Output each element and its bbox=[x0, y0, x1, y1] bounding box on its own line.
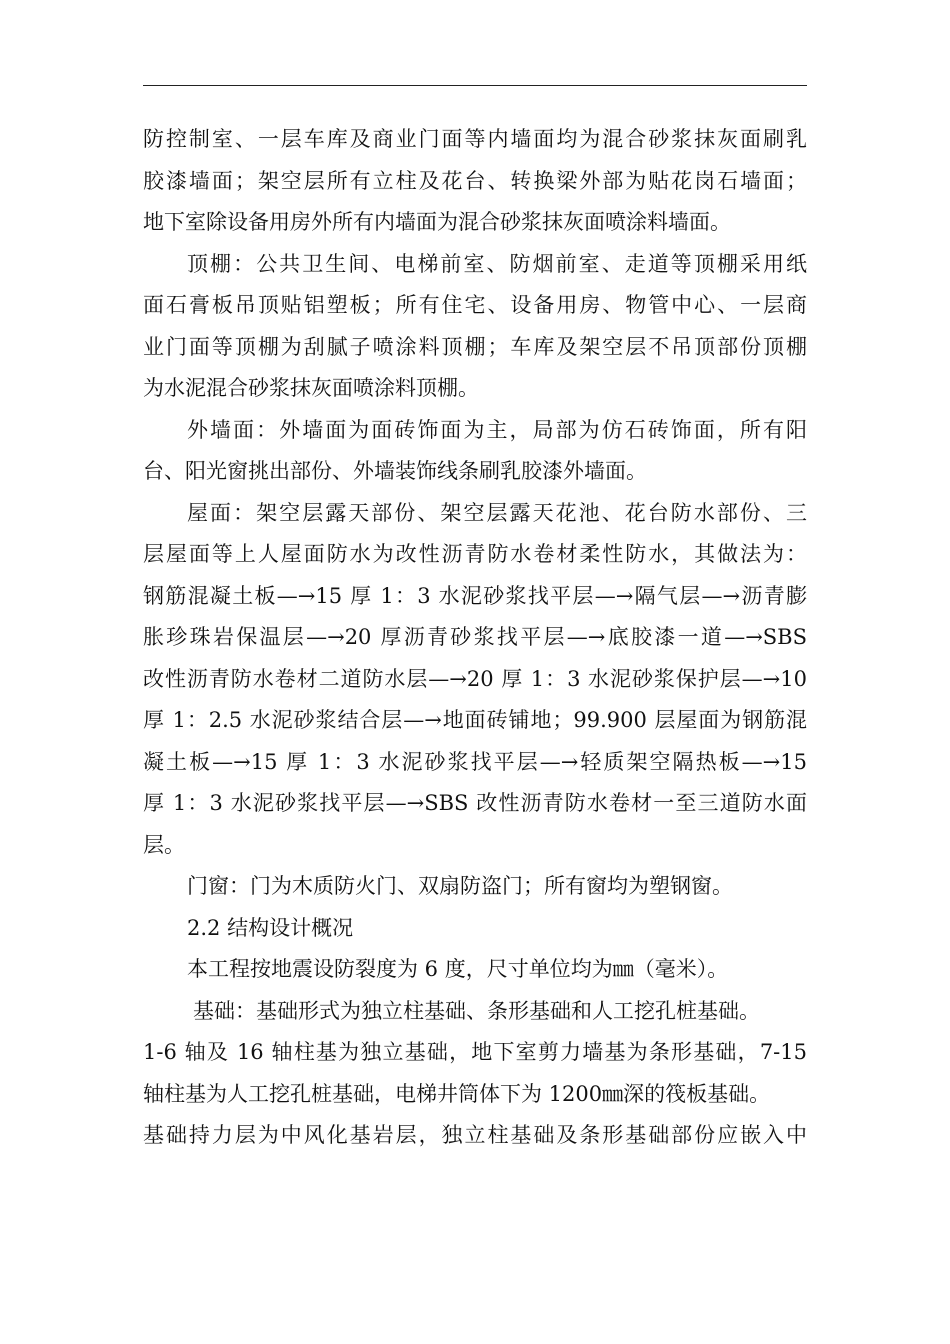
text-line: 胶漆墙面；架空层所有立柱及花台、转换梁外部为贴花岗石墙面； bbox=[143, 168, 807, 193]
text-line: 顶棚：公共卫生间、电梯前室、防烟前室、走道等顶棚采用纸 bbox=[187, 251, 807, 276]
text-line: 厚 1：3 水泥砂浆找平层—→SBS 改性沥青防水卷材一至三道防水面 bbox=[143, 791, 807, 815]
text-line: 轴柱基为人工挖孔桩基础，电梯井筒体下为 1200㎜深的筏板基础。 bbox=[143, 1081, 771, 1106]
text-line: 2.2 结构设计概况 bbox=[187, 915, 354, 940]
text-line: 防控制室、一层车库及商业门面等内墙面均为混合砂浆抹灰面刷乳 bbox=[143, 127, 807, 151]
text-line: 层屋面等上人屋面防水为改性沥青防水卷材柔性防水，其做法为： bbox=[143, 542, 807, 566]
text-line: 胀珍珠岩保温层—→20 厚沥青砂浆找平层—→底胶漆一道—→SBS bbox=[143, 625, 807, 649]
text-line: 门窗：门为木质防火门、双扇防盗门；所有窗均为塑钢窗。 bbox=[187, 874, 733, 898]
text-line: 面石膏板吊顶贴铝塑板；所有住宅、设备用房、物管中心、一层商 bbox=[143, 293, 807, 317]
text-line: 钢筋混凝土板—→15 厚 1：3 水泥砂浆找平层—→隔气层—→沥青膨 bbox=[143, 583, 807, 608]
text-line: 层。 bbox=[143, 832, 185, 857]
header-rule bbox=[143, 85, 807, 86]
text-line: 基础持力层为中风化基岩层，独立柱基础及条形基础部份应嵌入中 bbox=[143, 1123, 807, 1147]
text-line: 业门面等顶棚为刮腻子喷涂料顶棚；车库及架空层不吊顶部份顶棚 bbox=[143, 334, 807, 359]
text-line: 改性沥青防水卷材二道防水层—→20 厚 1：3 水泥砂浆保护层—→10 bbox=[143, 666, 807, 691]
text-line: 台、阳光窗挑出部份、外墙装饰线条刷乳胶漆外墙面。 bbox=[143, 459, 647, 483]
text-line: 本工程按地震设防裂度为 6 度，尺寸单位均为㎜（毫米）。 bbox=[187, 957, 729, 981]
text-line: 基础：基础形式为独立柱基础、条形基础和人工挖孔桩基础。 bbox=[193, 998, 760, 1023]
text-line: 屋面：架空层露天部份、架空层露天花池、花台防水部份、三 bbox=[187, 500, 807, 525]
text-line: 厚 1：2.5 水泥砂浆结合层—→地面砖铺地；99.900 层屋面为钢筋混 bbox=[143, 708, 807, 732]
text-line: 外墙面：外墙面为面砖饰面为主，局部为仿石砖饰面，所有阳 bbox=[187, 417, 807, 442]
text-line: 1-6 轴及 16 轴柱基为独立基础，地下室剪力墙基为条形基础，7-15 bbox=[143, 1040, 807, 1064]
body-text bbox=[143, 119, 807, 1157]
text-line: 地下室除设备用房外所有内墙面为混合砂浆抹灰面喷涂料墙面。 bbox=[143, 210, 731, 234]
text-line: 为水泥混合砂浆抹灰面喷涂料顶棚。 bbox=[143, 376, 479, 400]
text-line: 凝土板—→15 厚 1：3 水泥砂浆找平层—→轻质架空隔热板—→15 bbox=[143, 749, 807, 774]
